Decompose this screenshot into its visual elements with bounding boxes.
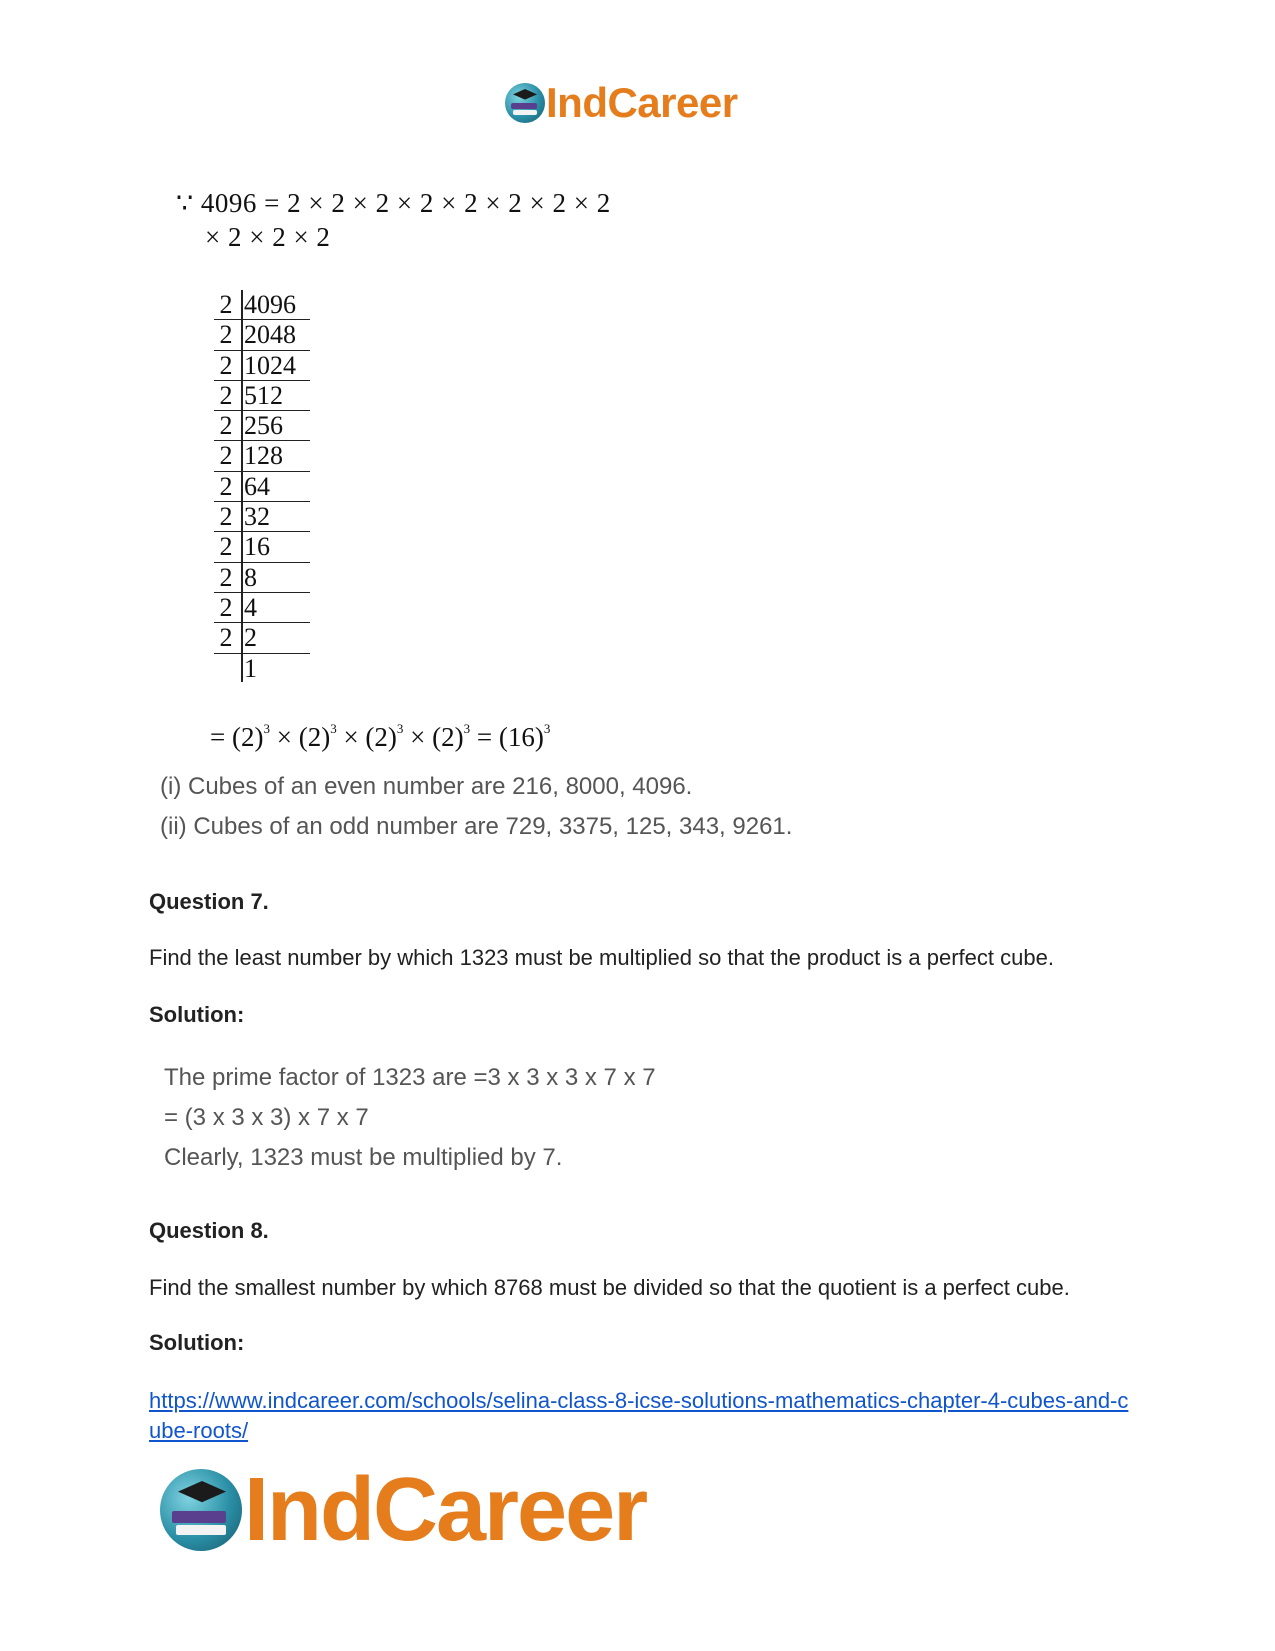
divisor: 2 — [219, 623, 233, 653]
division-row — [214, 320, 310, 350]
quotient: 8 — [244, 562, 257, 592]
quotient: 4 — [244, 592, 257, 622]
division-row — [214, 563, 310, 593]
question-7-solution-label: Solution: — [149, 1002, 245, 1027]
divisor: 2 — [219, 471, 233, 501]
logo-wordmark: IndCareer — [546, 79, 738, 126]
quotient: 64 — [244, 471, 270, 501]
solution-7-line: Clearly, 1323 must be multiplied by 7. — [164, 1144, 563, 1171]
quotient: 1 — [244, 653, 257, 683]
odd-cubes-answer: (ii) Cubes of an odd number are 729, 3375, 125, 343, 9261. — [160, 813, 793, 840]
division-row — [214, 654, 310, 684]
quotient: 4096 — [244, 290, 296, 319]
solution-7-line: = (3 x 3 x 3) x 7 x 7 — [164, 1104, 369, 1131]
logo-wordmark: IndCareer — [244, 1460, 647, 1560]
division-row — [214, 502, 310, 532]
quotient: 16 — [244, 532, 270, 562]
division-row — [214, 411, 310, 441]
question-8-text: Find the smallest number by which 8768 must be divided so that the quotient is a perfect cube. — [149, 1275, 1070, 1300]
division-row — [214, 441, 310, 471]
division-row — [214, 623, 310, 653]
factorization-line-2: × 2 × 2 × 2 — [205, 222, 331, 252]
quotient: 256 — [244, 411, 283, 441]
globe-book-icon — [505, 83, 545, 123]
question-7-text: Find the least number by which 1323 must be multiplied so that the product is a perfect cube. — [149, 945, 1054, 970]
division-row — [214, 532, 310, 562]
quotient: 128 — [244, 441, 283, 471]
quotient: 32 — [244, 502, 270, 532]
divisor: 2 — [219, 411, 233, 441]
divisor: 2 — [219, 320, 233, 350]
divisor: 2 — [219, 441, 233, 471]
question-8-heading: Question 8. — [149, 1218, 269, 1243]
globe-book-icon — [160, 1469, 242, 1551]
quotient: 2 — [244, 623, 257, 653]
division-row — [214, 472, 310, 502]
divisor: 2 — [219, 290, 233, 319]
quotient: 1024 — [244, 350, 296, 380]
quotient: 512 — [244, 380, 283, 410]
divisor: 2 — [219, 350, 233, 380]
indcareer-logo-bottom — [160, 1460, 647, 1560]
solution-7-line: The prime factor of 1323 are =3 x 3 x 3 x 7 x 7 — [164, 1064, 656, 1091]
division-row — [214, 351, 310, 381]
divisor: 2 — [219, 592, 233, 622]
division-row — [214, 381, 310, 411]
question-8-solution-label: Solution: — [149, 1330, 245, 1355]
division-row — [214, 593, 310, 623]
indcareer-logo-top — [505, 80, 738, 126]
factorization-line-1: ∵ 4096 = 2 × 2 × 2 × 2 × 2 × 2 × 2 × 2 — [176, 188, 611, 218]
solutions-link[interactable]: https://www.indcareer.com/schools/selina-class-8-icse-solutions-mathematics-chapter-4-cubes-and-cube-roots/ — [149, 1388, 1129, 1443]
divisor: 2 — [219, 562, 233, 592]
even-cubes-answer: (i) Cubes of an even number are 216, 8000, 4096. — [160, 773, 693, 800]
cube-result-line: = $(2)^3 \times (2)^3 \times (2)^3 \times (2)^3 = (16)^3$ — [210, 721, 551, 752]
question-7-heading: Question 7. — [149, 889, 269, 914]
quotient: 2048 — [244, 320, 296, 350]
division-vertical-bar — [241, 290, 243, 682]
divisor: 2 — [219, 380, 233, 410]
division-row — [214, 290, 310, 320]
divisor: 2 — [219, 502, 233, 532]
divisor: 2 — [219, 532, 233, 562]
division-ladder — [214, 290, 310, 684]
